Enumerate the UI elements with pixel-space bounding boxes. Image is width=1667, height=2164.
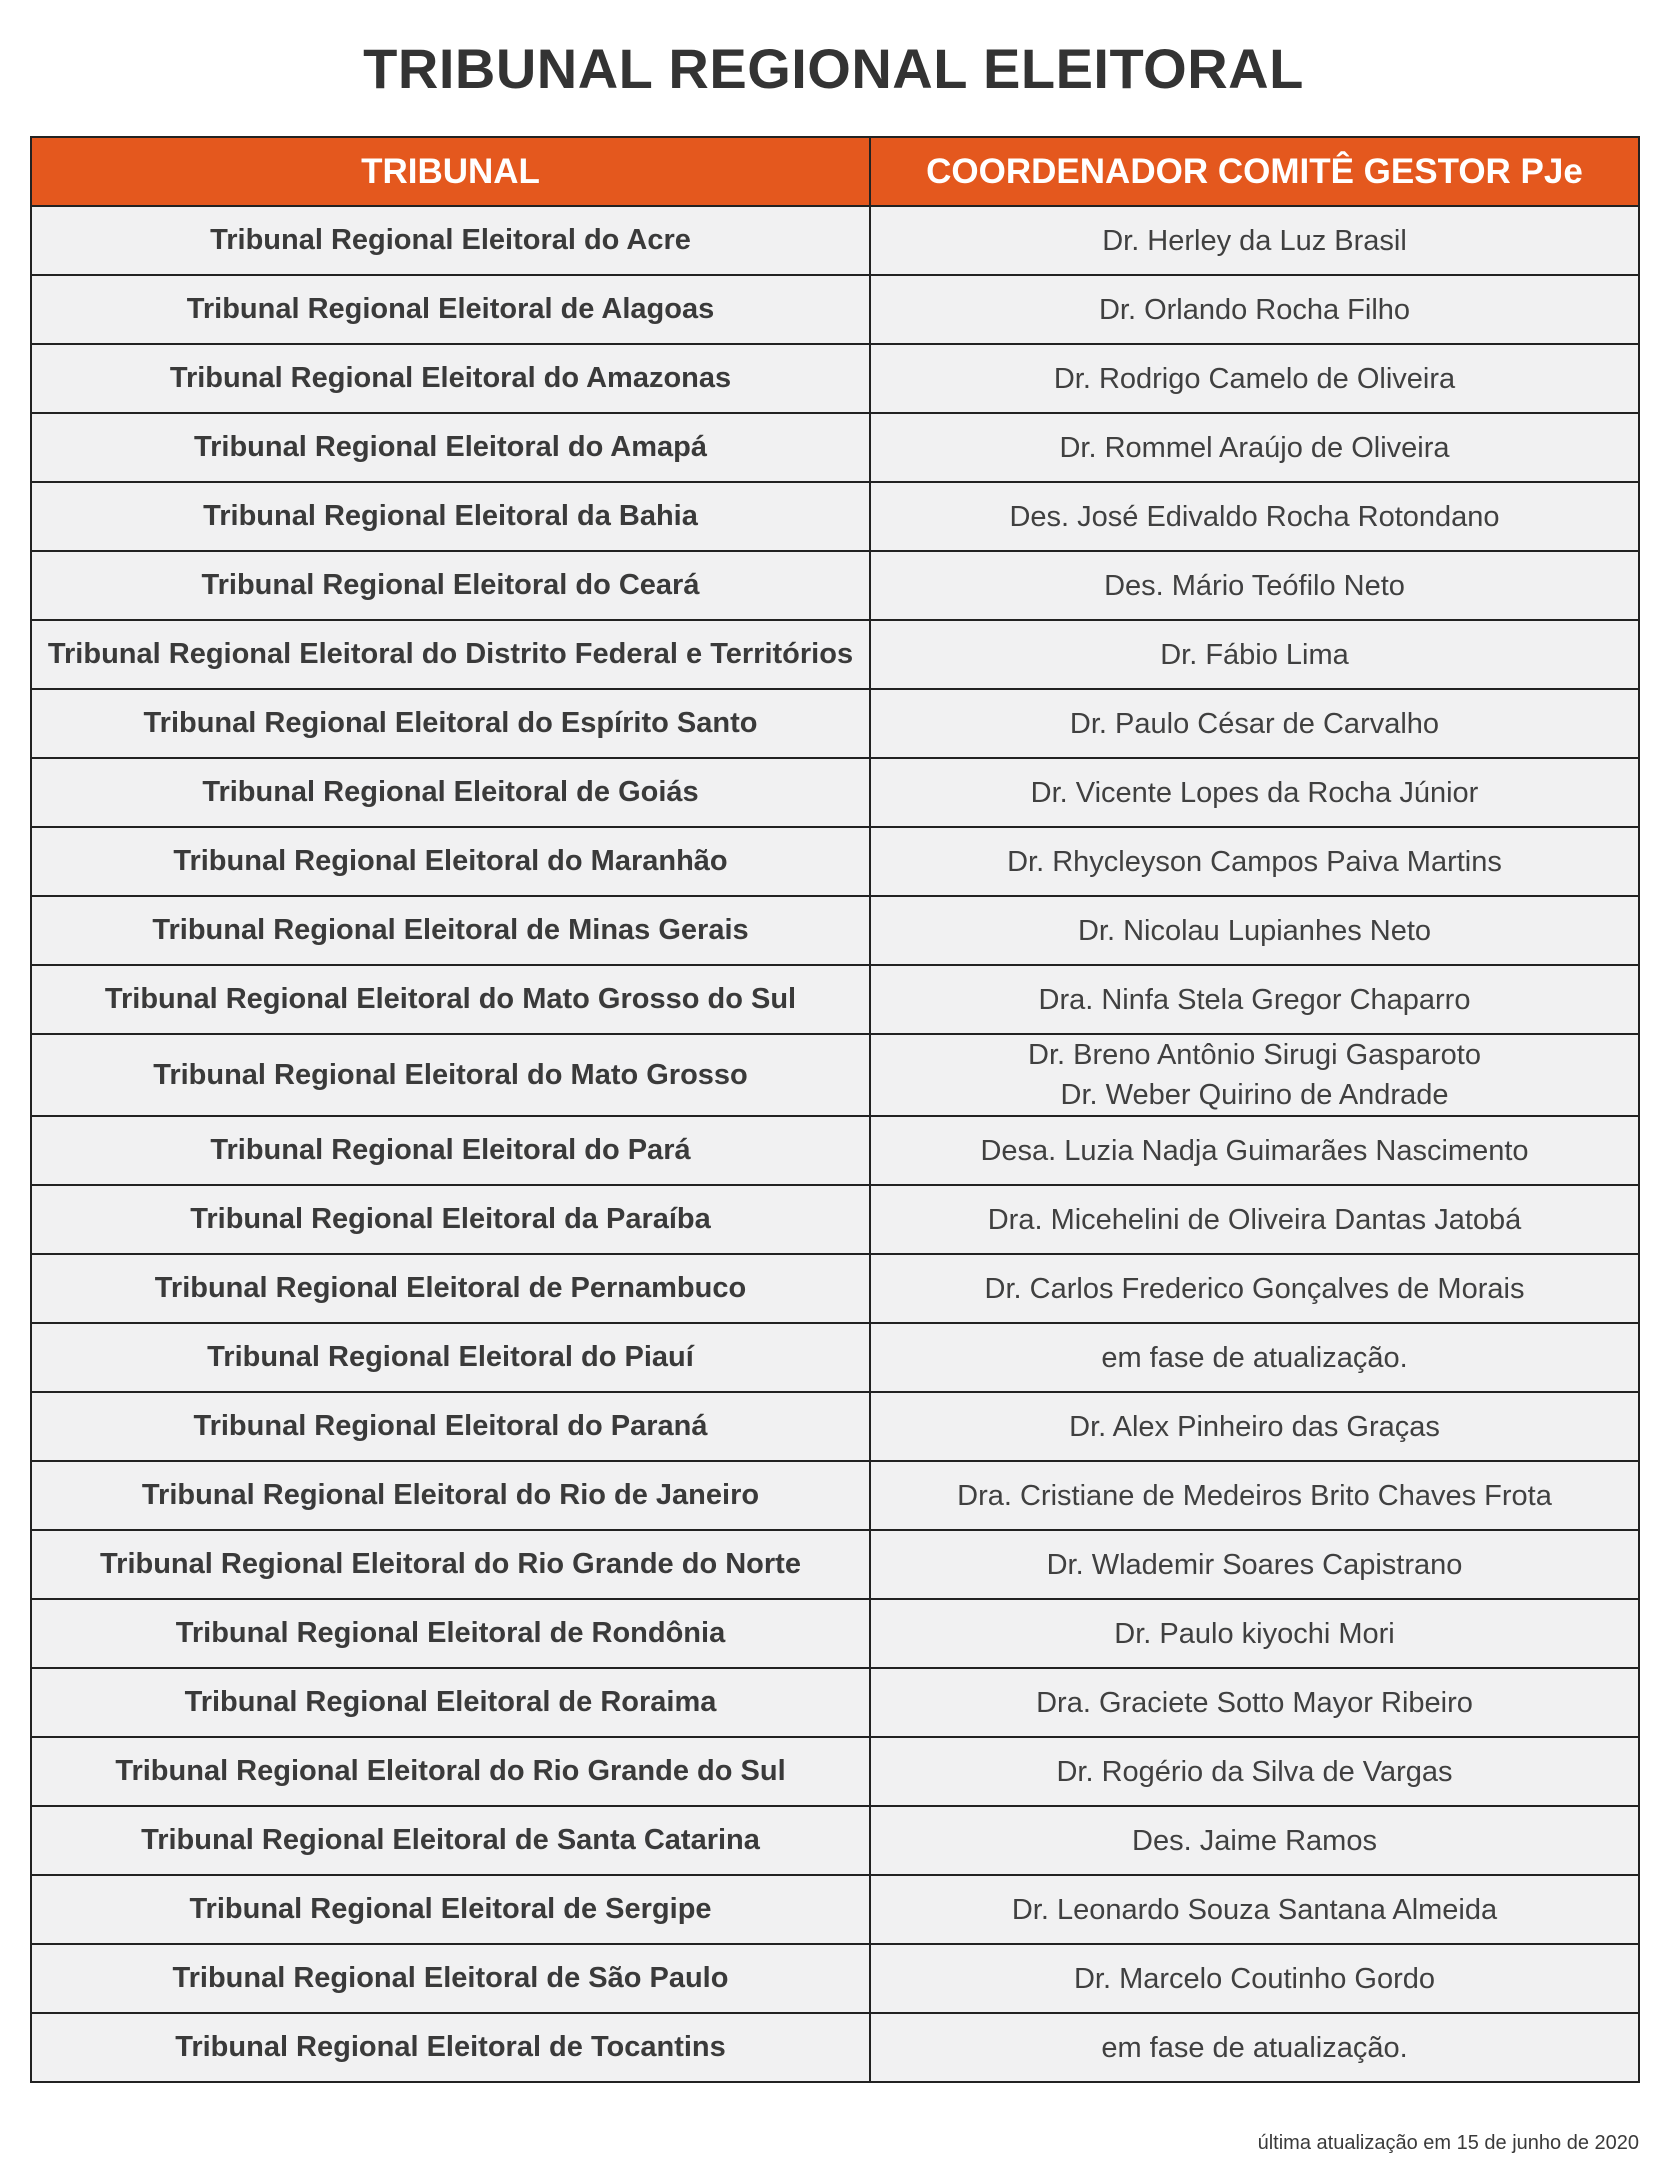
table-row xyxy=(31,206,1639,275)
tribunal-name-cell: Tribunal Regional Eleitoral do Distrito Federal e Territórios xyxy=(31,620,870,689)
table-row xyxy=(31,1254,1639,1323)
table-row xyxy=(31,1806,1639,1875)
coordinator-name: Dr. Vicente Lopes da Rocha Júnior xyxy=(1030,776,1479,809)
column-header-coordinator: COORDENADOR COMITÊ GESTOR PJe xyxy=(870,137,1639,206)
tribunal-name-cell: Tribunal Regional Eleitoral do Pará xyxy=(31,1116,870,1185)
table-row xyxy=(31,1392,1639,1461)
coordinator-cell xyxy=(870,1668,1639,1737)
last-update-note: última atualização em 15 de junho de 2020 xyxy=(1257,2132,1639,2154)
coordinator-cell xyxy=(870,1392,1639,1461)
coordinator-cell xyxy=(870,1034,1639,1116)
coordinator-cell xyxy=(870,620,1639,689)
tribunal-name-cell: Tribunal Regional Eleitoral de Pernambuco xyxy=(31,1254,870,1323)
coordinator-name: Dra. Cristiane de Medeiros Brito Chaves Frota xyxy=(957,1479,1552,1512)
table-row xyxy=(31,896,1639,965)
coordinator-name: Dr. Nicolau Lupianhes Neto xyxy=(1077,914,1432,947)
coordinator-name: Dr. Rogério da Silva de Vargas xyxy=(1056,1755,1453,1788)
coordinator-name: Dr. Weber Quirino de Andrade xyxy=(1060,1079,1449,1111)
table-row xyxy=(31,1116,1639,1185)
coordinator-name: Dr. Carlos Frederico Gonçalves de Morais xyxy=(984,1272,1525,1305)
coordinator-name: Dr. Breno Antônio Sirugi Gasparoto xyxy=(1028,1039,1481,1071)
tribunal-name-cell: Tribunal Regional Eleitoral do Mato Grosso do Sul xyxy=(31,965,870,1034)
coordinator-name: Dr. Alex Pinheiro das Graças xyxy=(1069,1410,1440,1443)
coordinator-pending-cell xyxy=(870,1323,1639,1392)
tribunal-name-cell: Tribunal Regional Eleitoral do Espírito Santo xyxy=(31,689,870,758)
table-row xyxy=(31,551,1639,620)
tribunal-name-cell: Tribunal Regional Eleitoral de Santa Catarina xyxy=(31,1806,870,1875)
coordinator-name: Dra. Graciete Sotto Mayor Ribeiro xyxy=(1036,1686,1473,1719)
table-row xyxy=(31,689,1639,758)
coordinator-name: Dra. Micehelini de Oliveira Dantas Jatobá xyxy=(987,1203,1522,1236)
coordinator-name: Dr. Herley da Luz Brasil xyxy=(1102,224,1407,257)
table-row xyxy=(31,1034,1639,1116)
tribunal-name-cell: Tribunal Regional Eleitoral de Minas Gerais xyxy=(31,896,870,965)
coordinator-cell xyxy=(870,1116,1639,1185)
table-row xyxy=(31,413,1639,482)
tribunal-name-cell: Tribunal Regional Eleitoral de Tocantins xyxy=(31,2013,870,2082)
tribunal-name-cell: Tribunal Regional Eleitoral do Amapá xyxy=(31,413,870,482)
coordinator-cell xyxy=(870,896,1639,965)
coordinator-cell xyxy=(870,482,1639,551)
tribunal-name-cell: Tribunal Regional Eleitoral da Paraíba xyxy=(31,1185,870,1254)
table-row xyxy=(31,1944,1639,2013)
coordinator-cell xyxy=(870,275,1639,344)
table-row xyxy=(31,344,1639,413)
table-row xyxy=(31,1185,1639,1254)
table-row xyxy=(31,1461,1639,1530)
table-row xyxy=(31,1668,1639,1737)
table-row xyxy=(31,965,1639,1034)
coordinator-name: Dr. Leonardo Souza Santana Almeida xyxy=(1011,1893,1498,1926)
coordinator-name: Dr. Paulo César de Carvalho xyxy=(1069,707,1440,740)
coordinator-cell xyxy=(870,344,1639,413)
coordinator-name: Dra. Ninfa Stela Gregor Chaparro xyxy=(1038,983,1471,1016)
coordinator-name: Dr. Rodrigo Camelo de Oliveira xyxy=(1053,362,1456,395)
coordinator-name: Dr. Fábio Lima xyxy=(1160,638,1349,671)
tribunal-name-cell: Tribunal Regional Eleitoral do Mato Grosso xyxy=(31,1034,870,1116)
coordinator-name: Des. Jaime Ramos xyxy=(1132,1824,1377,1857)
coordinator-cell xyxy=(870,413,1639,482)
coordinator-cell xyxy=(870,551,1639,620)
table-row xyxy=(31,1599,1639,1668)
tribunal-name-cell: Tribunal Regional Eleitoral de Roraima xyxy=(31,1668,870,1737)
coordinator-cell xyxy=(870,1185,1639,1254)
coordinator-name: Dr. Paulo kiyochi Mori xyxy=(1114,1617,1395,1650)
table-row xyxy=(31,620,1639,689)
coordinator-name: Dr. Rhycleyson Campos Paiva Martins xyxy=(1007,845,1502,878)
coordinator-name: Des. Mário Teófilo Neto xyxy=(1104,569,1405,602)
tribunal-name-cell: Tribunal Regional Eleitoral de Alagoas xyxy=(31,275,870,344)
coordinator-cell xyxy=(870,689,1639,758)
table-row xyxy=(31,827,1639,896)
table-row xyxy=(31,2013,1639,2082)
table-row xyxy=(31,1737,1639,1806)
tribunal-name-cell: Tribunal Regional Eleitoral do Paraná xyxy=(31,1392,870,1461)
coordinator-cell xyxy=(870,1599,1639,1668)
coordinator-name: Dr. Marcelo Coutinho Gordo xyxy=(1073,1962,1436,1995)
coordinator-name: em fase de atualização. xyxy=(1101,2031,1408,2064)
tribunal-name-cell: Tribunal Regional Eleitoral do Piauí xyxy=(31,1323,870,1392)
tribunal-name-cell: Tribunal Regional Eleitoral de São Paulo xyxy=(31,1944,870,2013)
coordinator-cell xyxy=(870,206,1639,275)
coordinator-cell xyxy=(870,1806,1639,1875)
tribunal-name-cell: Tribunal Regional Eleitoral do Rio de Janeiro xyxy=(31,1461,870,1530)
coordinator-cell xyxy=(870,1530,1639,1599)
tribunal-name-cell: Tribunal Regional Eleitoral do Acre xyxy=(31,206,870,275)
table-row xyxy=(31,482,1639,551)
column-header-tribunal: TRIBUNAL xyxy=(31,137,870,206)
coordinator-name: Dr. Wlademir Soares Capistrano xyxy=(1046,1548,1463,1581)
coordinator-cell xyxy=(870,1875,1639,1944)
tribunal-name-cell: Tribunal Regional Eleitoral do Amazonas xyxy=(31,344,870,413)
table-header-row xyxy=(31,137,1639,206)
tribunal-name-cell: Tribunal Regional Eleitoral de Rondônia xyxy=(31,1599,870,1668)
table-row xyxy=(31,758,1639,827)
tribunal-name-cell: Tribunal Regional Eleitoral do Ceará xyxy=(31,551,870,620)
tribunal-name-cell: Tribunal Regional Eleitoral de Goiás xyxy=(31,758,870,827)
coordinator-pending-cell xyxy=(870,2013,1639,2082)
coordinator-name: Desa. Luzia Nadja Guimarães Nascimento xyxy=(980,1134,1529,1167)
coordinator-cell xyxy=(870,758,1639,827)
table-row xyxy=(31,1530,1639,1599)
coordinator-cell xyxy=(870,1944,1639,2013)
coordinator-cell xyxy=(870,1254,1639,1323)
coordinator-name: Dr. Rommel Araújo de Oliveira xyxy=(1059,431,1450,464)
coordinator-cell xyxy=(870,1737,1639,1806)
table-row xyxy=(31,1875,1639,1944)
table-row xyxy=(31,1323,1639,1392)
table-row xyxy=(31,275,1639,344)
coordinator-name: em fase de atualização. xyxy=(1101,1341,1408,1374)
coordinator-cell xyxy=(870,827,1639,896)
coordinator-cell xyxy=(870,965,1639,1034)
coordinator-cell xyxy=(870,1461,1639,1530)
tribunal-name-cell: Tribunal Regional Eleitoral da Bahia xyxy=(31,482,870,551)
tribunal-name-cell: Tribunal Regional Eleitoral do Rio Grande do Norte xyxy=(31,1530,870,1599)
table-body xyxy=(31,206,1639,2082)
tribunal-table xyxy=(30,136,1640,2083)
coordinator-name: Dr. Orlando Rocha Filho xyxy=(1098,293,1411,326)
coordinator-name: Des. José Edivaldo Rocha Rotondano xyxy=(1009,500,1500,533)
tribunal-name-cell: Tribunal Regional Eleitoral de Sergipe xyxy=(31,1875,870,1944)
page-title: TRIBUNAL REGIONAL ELEITORAL xyxy=(363,37,1304,100)
tribunal-name-cell: Tribunal Regional Eleitoral do Maranhão xyxy=(31,827,870,896)
tribunal-name-cell: Tribunal Regional Eleitoral do Rio Grande do Sul xyxy=(31,1737,870,1806)
